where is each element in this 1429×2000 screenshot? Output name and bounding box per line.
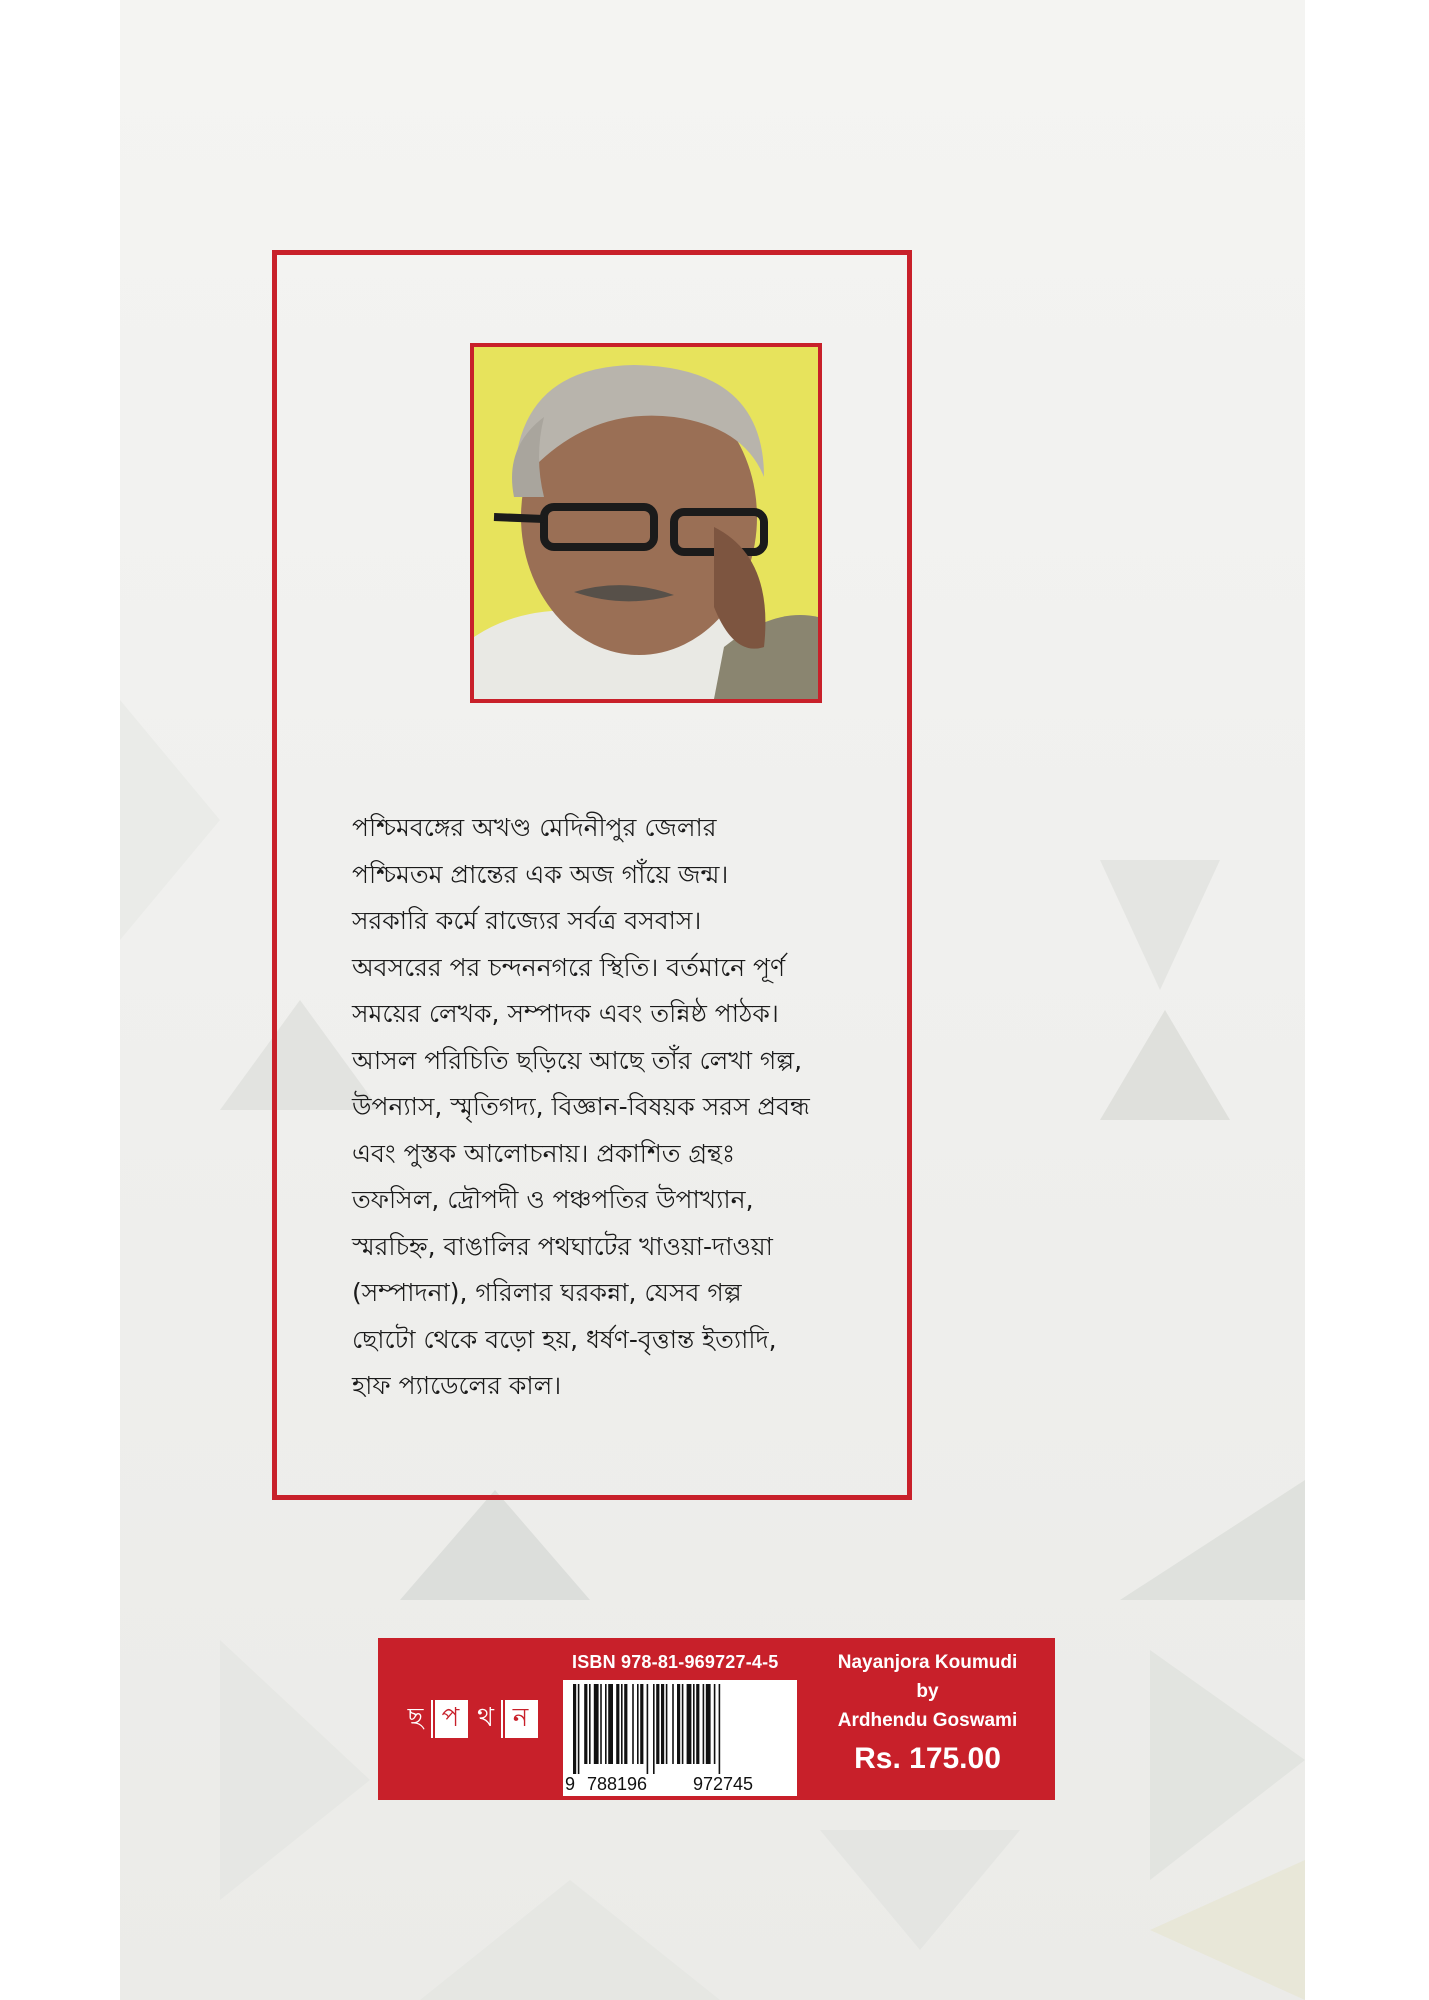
barcode-bar (594, 1684, 599, 1764)
barcode-bar (719, 1684, 721, 1774)
book-by: by (916, 1681, 939, 1702)
author-bio (352, 805, 962, 1410)
bio-line: সরকারি কর্মে রাজ্যের সর্বত্র বসবাস। (352, 906, 702, 935)
barcode-bar (666, 1684, 668, 1764)
bio-line: এবং পুস্তক আলোচনায়। প্রকাশিত গ্রন্থঃ (352, 1138, 736, 1168)
bio-line: ছোটো থেকে বড়ো হয়, ধর্ষণ-বৃত্তান্ত ইত্যাদি, (352, 1324, 777, 1354)
barcode-bar (578, 1684, 580, 1774)
barcode-digits-right: 972745 (693, 1774, 754, 1794)
bio-line: অবসরের পর চন্দননগরে স্থিতি। বর্তমানে পূর্ণ (352, 952, 786, 982)
isbn-label: ISBN 978-81-969727-4-5 (572, 1652, 779, 1672)
barcode-bar (653, 1684, 655, 1774)
logo-letter: থ (470, 1700, 503, 1738)
publisher-logo (400, 1700, 540, 1740)
barcode-bar (647, 1684, 649, 1774)
barcode-bar (706, 1684, 711, 1764)
book-price: Rs. 175.00 (854, 1742, 1001, 1775)
barcode-bar (589, 1684, 591, 1764)
barcode-bar (640, 1684, 643, 1764)
bio-line: (সম্পাদনা), গরিলার ঘরকন্না, যেসব গল্প (352, 1278, 742, 1307)
barcode-bar (696, 1684, 699, 1764)
barcode-bar (693, 1684, 695, 1764)
bio-line: হাফ প্যাডেলের কাল। (352, 1371, 562, 1400)
barcode-bar (703, 1684, 705, 1764)
barcode-bar (573, 1684, 576, 1774)
barcode-bar (661, 1684, 664, 1764)
barcode-bar (616, 1684, 619, 1764)
book-author: Ardhendu Goswami (837, 1710, 1018, 1731)
barcode-bar (621, 1684, 623, 1764)
barcode-bar (672, 1684, 674, 1764)
barcode-bar (584, 1684, 587, 1764)
bio-line: স্মরচিহ্ন, বাঙালির পথঘাটের খাওয়া-দাওয়া (352, 1231, 773, 1261)
bio-line: সময়ের লেখক, সম্পাদক এবং তন্নিষ্ঠ পাঠক। (352, 999, 779, 1028)
book-title: Nayanjora Koumudi (837, 1652, 1018, 1673)
barcode-bar (677, 1684, 680, 1764)
barcode-bar (600, 1684, 602, 1764)
barcode-bar (632, 1684, 634, 1764)
logo-letter: প (435, 1700, 468, 1738)
barcode-bar (608, 1684, 613, 1764)
barcode (563, 1680, 797, 1796)
barcode-bar (656, 1684, 659, 1764)
barcode-bars (569, 1684, 791, 1774)
barcode-bar (605, 1684, 607, 1764)
barcode-bar (624, 1684, 627, 1764)
author-photo (470, 343, 822, 703)
bio-line: আসল পরিচিতি ছড়িয়ে আছে তাঁর লেখা গল্প, (352, 1045, 803, 1075)
barcode-bar (687, 1684, 692, 1764)
logo-letter: ছ (400, 1700, 433, 1738)
barcode-bar (682, 1684, 684, 1764)
book-info-text (800, 1648, 1055, 1735)
barcode-digit-first: 9 (565, 1774, 576, 1794)
bio-line: উপন্যাস, স্মৃতিগদ্য, বিজ্ঞান-বিষয়ক সরস প্রবন্ধ (352, 1092, 810, 1121)
bio-line: পশ্চিমবঙ্গের অখণ্ড মেদিনীপুর জেলার (352, 813, 717, 842)
barcode-bar (714, 1684, 716, 1764)
barcode-bar (637, 1684, 639, 1764)
bio-line: পশ্চিমতম প্রান্তের এক অজ গাঁয়ে জন্ম। (352, 859, 729, 889)
bio-line: তফসিল, দ্রৌপদী ও পঞ্চপতির উপাখ্যান, (352, 1185, 754, 1214)
logo-letter: ন (505, 1700, 538, 1738)
barcode-digits-left: 788196 (587, 1774, 648, 1794)
